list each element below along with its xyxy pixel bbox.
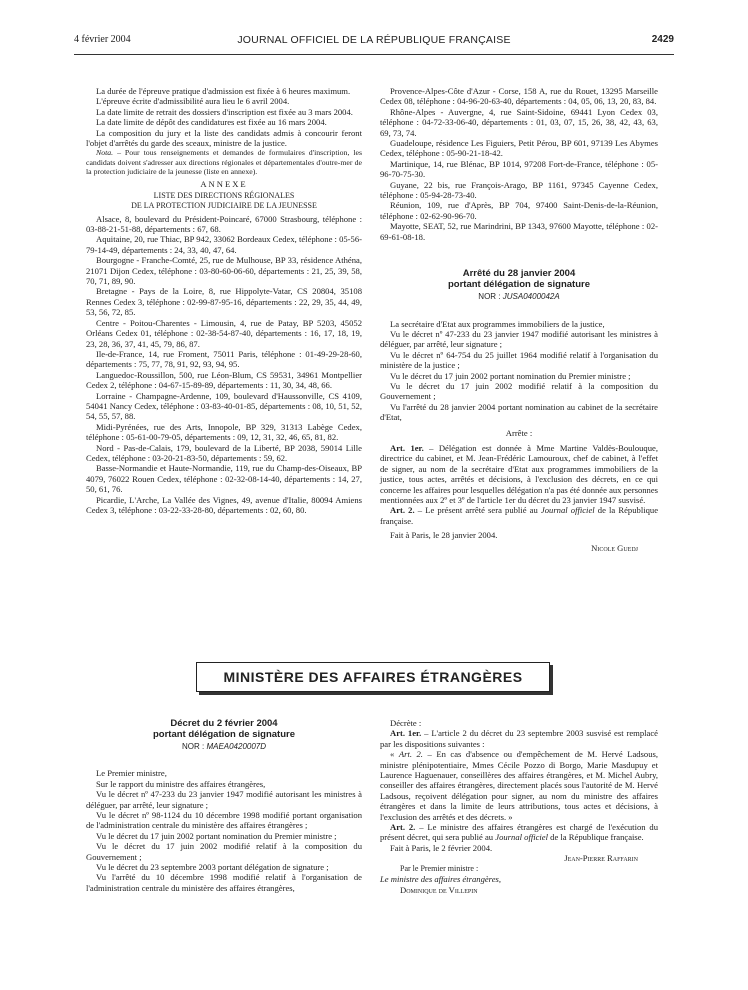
direction-entry: Rhône-Alpes - Auvergne, 4, rue Saint-Sidoine, 69441 Lyon Cedex 03, téléphone : 04-72-33-06-40, départements : 01, 03, 07, 15, 26, 38, 42, 43, 63, 69, 73, 74. [380,106,658,138]
paragraph: Sur le rapport du ministre des affaires étrangères, [96,778,266,789]
direction-entry: Basse-Normandie et Haute-Normandie, 119, rue du Champ-des-Oiseaux, BP 4079, 76022 Rouen Cedex, téléphone : 02-32-08-14-40, départements : 14, 27, 50, 61, 76. [86,463,362,495]
arrete-title-line-2: portant délégation de signature [448,279,590,291]
article-label: Art. 1er. [390,442,424,453]
quoted-article [380,749,658,822]
ministry-banner-text: MINISTÈRE DES AFFAIRES ÉTRANGÈRES [223,669,523,685]
paragraph: Le Premier ministre, [96,768,167,779]
direction-entry: Mayotte, SEAT, 52, rue Marindrini, BP 1343, 97600 Mayotte, téléphone : 02-69-61-08-18. [380,221,658,242]
nor-label: NOR : [478,292,501,302]
page-number: 2429 [651,34,674,45]
signature: Nicole Guedj [591,542,638,553]
article-label: Art. 1er. [390,728,422,739]
paragraph: Vu l'arrêté du 28 janvier 2004 portant nomination au cabinet de la secrétaire d'Etat, [380,401,658,423]
direction-entry: Alsace, 8, boulevard du Président-Poincaré, 67000 Strasbourg, téléphone : 03-88-21-51-88, départements : 67, 68. [86,213,362,235]
paragraph: Vu le décret nº 64-754 du 25 juillet 1964 modifié relatif à l'organisation du ministère de la justice ; [380,349,658,371]
quote-open: « [390,749,399,760]
header-date: 4 février 2004 [74,34,131,45]
nor-code: MAEA0420007D [206,742,267,751]
fait-line: Fait à Paris, le 2 février 2004. [390,842,493,853]
direction-entry: Picardie, L'Arche, La Vallée des Vignes, 49, avenue d'Italie, 80094 Amiens Cedex 3, téléphone : 03-22-33-28-80, départements : 02, 60, 80. [86,494,362,516]
paragraph: La durée de l'épreuve pratique d'admission est fixée à 6 heures maximum. [96,86,351,96]
paragraph: La date limite de dépôt des candidatures est fixée au 16 mars 2004. [96,117,327,128]
direction-entry: Martinique, 14, rue Blénac, BP 1014, 97208 Fort-de-France, téléphone : 05-96-70-75-30. [380,158,658,180]
article-text: – L'article 2 du décret du 23 septembre 2003 susvisé est remplacé par les dispositions suivantes : [380,728,658,749]
left-top-column [86,86,362,515]
annexe-heading: ANNEXE [200,179,248,190]
paragraph: Vu le décret du 17 juin 2002 portant nomination du Premier ministre ; [96,830,337,841]
journal-title: JOURNAL OFFICIEL DE LA RÉPUBLIQUE FRANÇAISE [237,34,511,46]
quoted-article-text: – En cas d'absence ou d'empêchement de M. Hervé Ladsous, ministre plénipotentiaire, Mmes Cécile Pozzo di Borgo, Marie Masdupuy et Laurence Haguenauer, conseillères des affaires étrangères, et M. Michel Aubry, conseiller des affaires étrangères, directement placés sous l'autorité de M. Hervé Ladsous, reçoivent délégation pour signer, au nom du ministre des affaires étrangères et dans la limite de leurs attributions, tous actes et décisions, à l'exclusion des arrêtés et des décrets. » [380,749,658,822]
nor-reference [86,742,362,752]
arrete-keyword: Arrête : [505,427,533,438]
paragraph: Vu le décret nº 98-1124 du 10 décembre 1998 modifié portant organisation de l'administration centrale du ministère des affaires étrangères ; [86,810,362,831]
direction-entry: Bourgogne - Franche-Comté, 25, rue de Mulhouse, BP 33, résidence Athéna, 21071 Dijon Cedex, téléphone : 03-80-60-06-60, départements : 21, 25, 39, 58, 70, 71, 89, 90. [86,255,362,287]
direction-entry: Bretagne - Pays de la Loire, 8, rue Hippolyte-Vatar, CS 20804, 35108 Rennes Cedex 3, téléphone : 02-99-87-95-16, départements : 22, 29, 35, 44, 49, 53, 56, 72, 85. [86,286,362,318]
nor-reference [380,292,658,302]
header-rule [74,54,674,55]
right-bottom-column [380,718,658,895]
list-title-line-2: DE LA PROTECTION JUDICIAIRE DE LA JEUNESSE [131,201,317,211]
nor-label: NOR : [181,742,205,751]
signature-minister: Dominique de Villepin [400,884,478,895]
article-label: Art. 2. [390,505,415,516]
list-title-line-1: LISTE DES DIRECTIONS RÉGIONALES [153,191,295,201]
nota-label: Nota. [96,148,114,158]
journal-name: Journal officiel [540,505,595,516]
paragraph: Vu le décret du 17 juin 2002 modifié relatif à la composition du Gouvernement ; [86,841,362,862]
article-1 [380,728,658,749]
paragraph: La date limite de retrait des dossiers d'inscription est fixée au 3 mars 2004. [96,106,353,117]
direction-entry: Aquitaine, 20, rue Thiac, BP 942, 33062 Bordeaux Cedex, téléphone : 05-56-79-14-49, départements : 24, 33, 40, 47, 64. [86,234,362,255]
left-bottom-column [86,718,362,893]
decret-title-line-2: portant délégation de signature [153,729,295,740]
paragraph: Vu l'arrêté du 10 décembre 1998 modifié relatif à l'organisation de l'administration centrale du ministère des affaires étrangères, [86,872,362,893]
fait-line: Fait à Paris, le 28 janvier 2004. [390,530,498,541]
article-2 [380,505,658,526]
direction-entry: Languedoc-Roussillon, 500, rue Léon-Blum, CS 59531, 34961 Montpellier Cedex 2, téléphone : 04-67-15-89-89, départements : 11, 30, 34, 48, 66. [86,369,362,391]
article-text: – Le ministre des affaires étrangères est chargé de l'exécution du présent décret, qui sera publié au [380,822,658,843]
paragraph: Vu le décret du 17 juin 2002 portant nomination du Premier ministre ; [390,370,631,381]
decret-title-line-1: Décret du 2 février 2004 [170,718,278,729]
article-1 [380,443,658,505]
nota-text: – Pour tous renseignements et demandes de formulaires d'inscription, les candidats doivent s'adresser aux directions régionales et départementales d'outre-mer de la protection judiciaire de la jeunesse (liste en annexe). [86,148,362,176]
signature-pm: Jean-Pierre Raffarin [564,853,638,864]
paragraph: Vu le décret du 17 juin 2002 modifié relatif à la composition du Gouvernement ; [380,380,658,402]
paragraph: L'épreuve écrite d'admissibilité aura lieu le 6 avril 2004. [96,96,290,107]
arrete-title-line-1: Arrêté du 28 janvier 2004 [462,268,576,280]
par-le-premier-ministre: Par le Premier ministre : [400,863,479,873]
arrete-title [380,268,658,290]
page-header [74,34,674,50]
decret-title [86,718,362,740]
paragraph: Vu le décret nº 47-233 du 23 janvier 1947 modifié autorisant les ministres à déléguer, par arrêté, leur signature ; [380,328,658,350]
direction-entry: Guadeloupe, résidence Les Figuiers, Petit Pérou, BP 601, 97139 Les Abymes Cedex, téléphone : 05-90-21-18-42. [380,138,658,159]
ministry-banner [196,662,550,692]
le-ministre-line: Le ministre des affaires étrangères, [380,874,502,885]
direction-entry: Nord - Pas-de-Calais, 179, boulevard de la Liberté, BP 2038, 59014 Lille Cedex, téléphone : 03-20-21-83-50, départements : 59, 62. [86,442,362,463]
direction-entry: Centre - Poitou-Charentes - Limousin, 4, rue de Patay, BP 5203, 45052 Orléans Cedex 01, téléphone : 02-38-54-87-40, départements : 16, 17, 18, 19, 23, 28, 36, 37, 41, 45, 79, 86, 87. [86,317,362,349]
article-2 [380,822,658,843]
direction-entry: Guyane, 22 bis, rue François-Arago, BP 1161, 97345 Cayenne Cedex, téléphone : 05-94-28-73-40. [380,179,658,201]
article-text: de la République française. [380,505,659,526]
nota-paragraph [86,148,362,176]
article-text: – Le présent arrêté sera publié au [414,505,541,516]
paragraph: Vu le décret du 23 septembre 2003 portant délégation de signature ; [96,862,329,873]
direction-entry: Midi-Pyrénées, rue des Arts, Innopole, BP 329, 31313 Labège Cedex, téléphone : 05-61-00-79-05, départements : 09, 12, 31, 32, 46, 65, 81, 82. [86,421,362,443]
journal-name: Journal officiel [495,832,549,843]
article-text: de la République française. [548,832,644,843]
nor-code: JUSA0400042A [502,292,560,302]
decrete-keyword: Décrète : [390,718,422,728]
right-top-column [380,86,658,553]
direction-entry: Lorraine - Champagne-Ardenne, 109, boulevard d'Haussonville, CS 4109, 54041 Nancy Cedex, téléphone : 03-83-40-01-85, départements : 08, 10, 51, 52, 54, 55, 57, 88. [86,390,362,422]
direction-entry: Provence-Alpes-Côte d'Azur - Corse, 158 A, rue du Rouet, 13295 Marseille Cedex 08, téléphone : 04-96-20-63-40, départements : 04, 05, 06, 13, 20, 83, 84. [380,86,658,107]
quoted-article-label: Art. 2. [398,749,423,760]
article-label: Art. 2. [390,822,416,833]
direction-entry: Ile-de-France, 14, rue Froment, 75011 Paris, téléphone : 01-49-29-28-60, départements : 75, 77, 78, 91, 92, 93, 94, 95. [86,348,362,370]
paragraph: La composition du jury et la liste des candidats admis à concourir feront l'objet d'arrêtés du garde des sceaux, ministre de la justice. [86,127,362,149]
paragraph: Vu le décret nº 47-233 du 23 janvier 1947 modifié autorisant les ministres à déléguer, par arrêté, leur signature ; [86,789,362,810]
list-title [86,191,362,210]
article-text: – Délégation est donnée à Mme Martine Valdès-Boulouque, directrice du cabinet, et M. Jean-Frédéric Lamouroux, chef de cabinet, à l'effet de signer, au nom de la secrétaire d'Etat aux programmes immobiliers de la justice, tous actes, arrêtés et décisions, à l'exclusion des décrets, en ce qui concerne les affaires pour lesquelles délégation n'a pas été donnée aux personnes mentionnées aux 2º et 3º de l'article 1er du décret du 23 janvier 1947 susvisé. [380,442,658,505]
direction-entry: Réunion, 109, rue d'Après, BP 704, 97400 Saint-Denis-de-la-Réunion, téléphone : 02-62-90-96-70. [380,200,658,221]
paragraph: La secrétaire d'Etat aux programmes immobiliers de la justice, [390,318,605,329]
